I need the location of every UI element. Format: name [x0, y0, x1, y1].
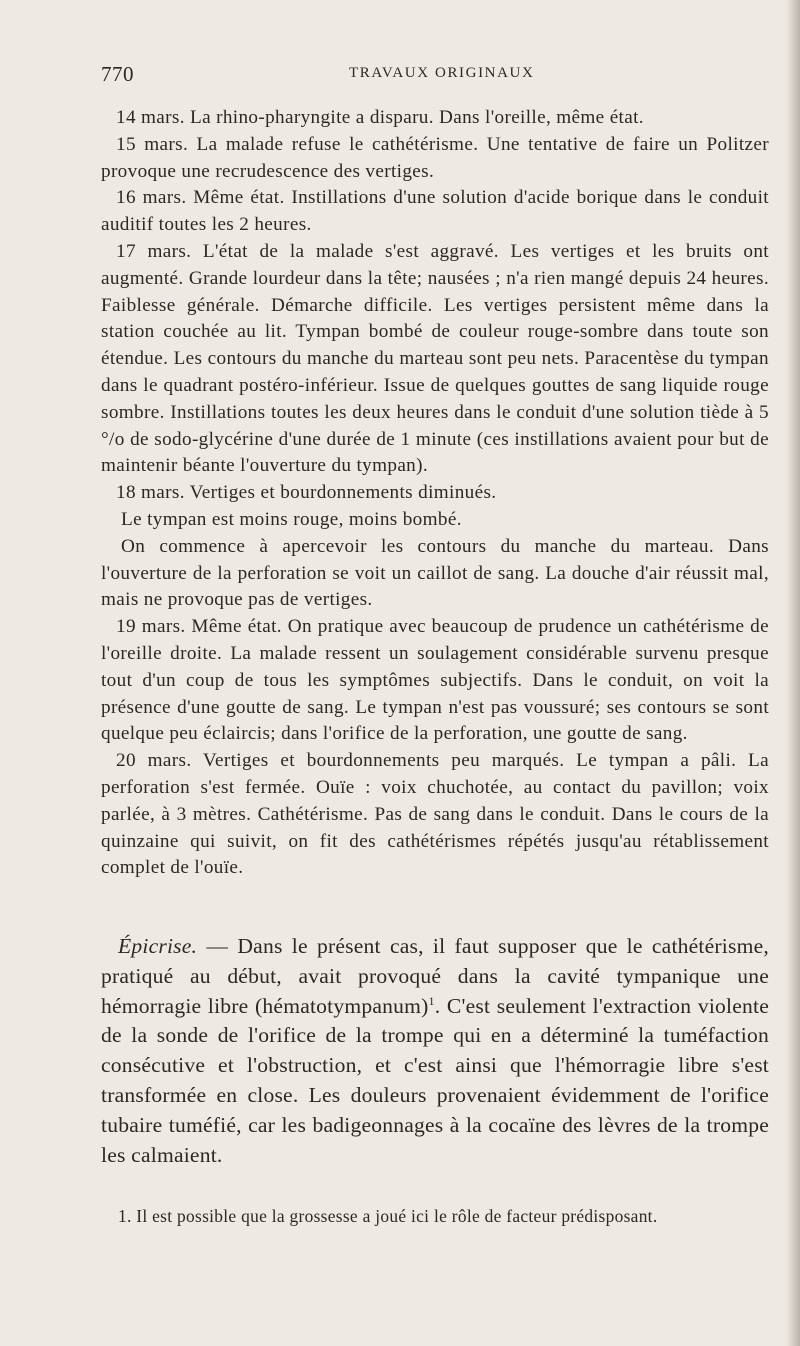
note-19-mars: 19 mars. Même état. On pratique avec beaucoup de prudence un cathétérisme de l'oreille droite. La malade ressent un soulagement considérable survenu presque tout d'un coup de tous les symptômes subjectifs. Dans le conduit, on voit la présence d'une goutte de sang. Le tympan n'est pas voussuré; ses contours se sont quelque peu éclaircis; dans l'orifice de la perforation, une goutte de sang. [101, 616, 769, 745]
epicrise-text-end: . C'est seulement l'extraction violente de la sonde de l'orifice de la trompe qui en a déterminé la tuméfaction consécutive et l'obstruction, et c'est ainsi que l'hémorragie libre s'est transformée en close. Les douleurs provenaient évidemment de l'orifice tubaire tuméfié, car les badigeonnages à la cocaïne des lèvres de la trompe les calmaient. [101, 993, 769, 1167]
footnote [101, 1204, 769, 1228]
epicrise-paragraph [101, 932, 769, 1170]
note-20-mars: 20 mars. Vertiges et bourdonnements peu marqués. Le tympan a pâli. La perforation s'est fermée. Ouïe : voix chuchotée, au contact du pavillon; voix parlée, à 3 mètres. Cathétérisme. Pas de sang dans le conduit. Dans le cours de la quinzaine qui suivit, on fit des cathétérismes répétés jusqu'au rétablissement complet de l'ouïe. [101, 750, 769, 879]
note-17-mars: 17 mars. L'état de la malade s'est aggravé. Les vertiges et les bruits ont augmenté. Grande lourdeur dans la tête; nausées ; n'a rien mangé depuis 24 heures. Faiblesse générale. Démarche difficile. Les vertiges persistent même dans la station couchée au lit. Tympan bombé de couleur rouge-sombre dans toute son étendue. Les contours du manche du marteau sont peu nets. Paracentèse du tympan dans le quadrant postéro-inférieur. Issue de quelques gouttes de sang liquide rouge sombre. Instillations toutes les deux heures dans le conduit d'une solution tiède à 5 °/o de sodo-glycérine d'une durée de 1 minute (ces instillations avaient pour but de maintenir béante l'ouverture du tympan). [101, 240, 769, 477]
note-18-mars-tympan: Le tympan est moins rouge, moins bombé. [121, 508, 462, 530]
epicrise-text-start: Dans le présent cas, il faut supposer que le cathétérisme, pratiqué au début, avait provoqué dans la cavité tympanique une hémorragie libre (hématotympanum) [101, 934, 769, 1018]
clinical-notes [101, 105, 769, 882]
footnote-reference: 1 [428, 993, 435, 1008]
page-header [101, 62, 771, 90]
page-edge-shadow [786, 0, 800, 1346]
note-18-mars-marteau: On commence à apercevoir les contours du manche du marteau. Dans l'ouverture de la perforation se voit un caillot de sang. La douche d'air réussit mal, mais ne provoque pas de vertiges. [101, 535, 769, 611]
epicrise-title: Épicrise. [118, 934, 198, 958]
note-16-mars: 16 mars. Même état. Instillations d'une solution d'acide borique dans le conduit auditif toutes les 2 heures. [101, 187, 769, 236]
note-18-mars: 18 mars. Vertiges et bourdonnements diminués. [116, 482, 497, 504]
epicrise-section [101, 932, 769, 1170]
footnote-text: 1. Il est possible que la grossesse a joué ici le rôle de facteur prédisposant. [118, 1206, 658, 1226]
page-number: 770 [101, 62, 134, 86]
note-15-mars: 15 mars. La malade refuse le cathétérisme. Une tentative de faire un Politzer provoque une recrudescence des vertiges. [101, 133, 769, 182]
epicrise-dash: — [197, 934, 238, 958]
running-head: TRAVAUX ORIGINAUX [349, 65, 535, 81]
note-14-mars: 14 mars. La rhino-pharyngite a disparu. Dans l'oreille, même état. [116, 107, 644, 128]
